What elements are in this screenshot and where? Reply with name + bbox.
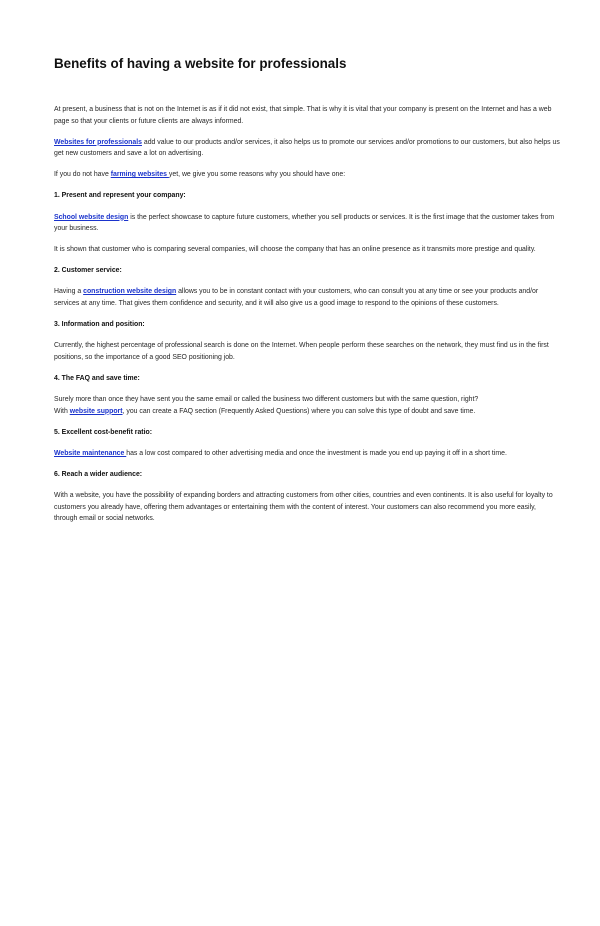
section-heading-4: 4. The FAQ and save time:	[54, 374, 140, 382]
link-website-maintenance[interactable]: Website maintenance	[54, 449, 127, 457]
paragraph-text: With	[54, 407, 70, 415]
link-farming-websites[interactable]: farming websites	[110, 171, 169, 179]
paragraph-wider-audience: With a website, you have the possibility of expanding borders and attracting customers from other cities, countries and even continents. It is also useful for loyalty to customers you already have, offering them advantages or entertaining them with the content of interest. Your customers can also recommend you more easily, through email or social networks.	[54, 491, 553, 523]
section-heading-5: 5. Excellent cost-benefit ratio:	[54, 428, 153, 436]
paragraph-text: , you can create a FAQ section (Frequently Asked Questions) where you can solve this type of doubt and save time.	[122, 407, 476, 415]
link-school-website-design[interactable]: School website design	[54, 213, 129, 221]
paragraph-text: is the perfect showcase to capture future customers, whether you sell products or services. It is the first image that the customer takes from your business.	[54, 213, 555, 233]
paragraph-text: allows you to be in constant contact with your customers, who can consult you at any time or see your products and/or services at any time. That gives them confidence and security, and it will also give us a good image to respond to the opinions of these customers.	[54, 288, 539, 308]
paragraph-faq	[54, 394, 560, 417]
section-heading-2: 2. Customer service:	[54, 267, 122, 275]
paragraph-text: If you do not have	[54, 171, 111, 179]
intro-paragraph: At present, a business that is not on the Internet is as if it did not exist, that simple. That is why it is vital that your company is present on the Internet and has a web page so that your clients or future clients are always informed.	[54, 106, 552, 125]
page-title: Benefits of having a website for professionals	[54, 56, 347, 71]
paragraph-construction-website	[54, 286, 560, 309]
paragraph-text: Having a	[54, 288, 84, 296]
link-construction-website-design[interactable]: construction website design	[83, 288, 177, 296]
paragraph-text: yet, we give you some reasons why you should have one:	[168, 171, 346, 179]
paragraph-prestige: It is shown that customer who is comparing several companies, will choose the company that has an online presence as it transmits more prestige and quality.	[54, 246, 536, 254]
section-heading-6: 6. Reach a wider audience:	[54, 470, 143, 478]
section-heading-1: 1. Present and represent your company:	[54, 192, 186, 200]
paragraph-text: add value to our products and/or services, it also helps us to promote our services and/or promotions to our customers, but also helps us get new customers and save a lot on advertising.	[54, 138, 560, 158]
paragraph-school-website	[54, 212, 560, 235]
article-body	[54, 104, 560, 534]
paragraph-farming-websites	[54, 169, 560, 181]
paragraph-maintenance	[54, 448, 560, 460]
section-heading-3: 3. Information and position:	[54, 321, 145, 329]
paragraph-seo: Currently, the highest percentage of professional search is done on the Internet. When people perform these searches on the network, they must find us in the first positions, so the importance of a good SEO positioning job.	[54, 342, 549, 361]
paragraph-websites-professionals	[54, 137, 560, 160]
paragraph-text: has a low cost compared to other advertising media and once the investment is made you end up paying it off in a short time.	[126, 449, 507, 457]
paragraph-text: Surely more than once they have sent you the same email or called the business two different customers but with the same question, right?	[54, 396, 479, 403]
link-website-support[interactable]: website support	[69, 407, 123, 415]
link-websites-for-professionals[interactable]: Websites for professionals	[54, 138, 142, 146]
